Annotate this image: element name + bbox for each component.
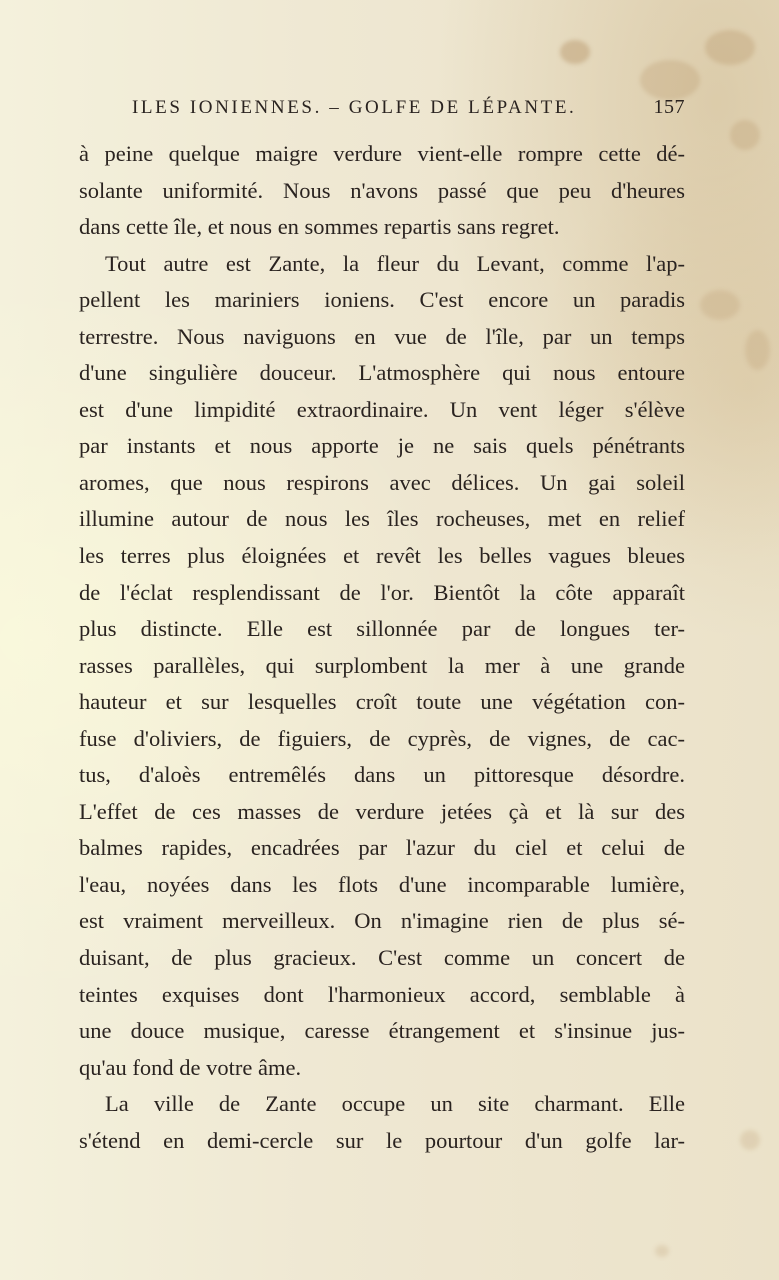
- text-line: qu'au fond de votre âme.: [79, 1054, 302, 1080]
- text-line: hauteur et sur lesquelles croît toute une végétation con-: [79, 689, 685, 715]
- text-line: l'eau, noyées dans les flots d'une incomparable lumière,: [79, 871, 685, 897]
- text-line: est vraiment merveilleux. On n'imagine rien de plus sé-: [79, 908, 685, 934]
- text-line: à peine quelque maigre verdure vient-elle rompre cette dé-: [79, 141, 685, 166]
- text-line: terrestre. Nous naviguons en vue de l'île, par un temps: [79, 323, 685, 349]
- text-line: aromes, que nous respirons avec délices. Un gai soleil: [79, 469, 685, 495]
- text-line: une douce musique, caresse étrangement et s'insinue jus-: [79, 1018, 685, 1044]
- text-line: pellent les mariniers ioniens. C'est encore un paradis: [79, 287, 685, 313]
- text-line: balmes rapides, encadrées par l'azur du ciel et celui de: [79, 835, 685, 861]
- text-line: tus, d'aloès entremêlés dans un pittoresque désordre.: [79, 762, 685, 788]
- foxing-stain: [655, 1245, 669, 1257]
- text-line: d'une singulière douceur. L'atmosphère qui nous entoure: [79, 360, 685, 386]
- text-line: teintes exquises dont l'harmonieux accord, semblable à: [79, 981, 685, 1007]
- foxing-stain: [705, 30, 755, 65]
- foxing-stain: [745, 330, 770, 370]
- text-line: L'effet de ces masses de verdure jetées çà et là sur des: [79, 798, 685, 824]
- text-line: illumine autour de nous les îles rocheuses, met en relief: [79, 506, 685, 532]
- text-line: les terres plus éloignées et revêt les belles vagues bleues: [79, 543, 685, 569]
- foxing-stain: [560, 40, 590, 64]
- text-line: fuse d'oliviers, de figuiers, de cyprès, de vignes, de cac-: [79, 725, 685, 751]
- text-line: rasses parallèles, qui surplombent la mer à une grande: [79, 652, 685, 678]
- text-line: de l'éclat resplendissant de l'or. Bientôt la côte apparaît: [79, 579, 685, 605]
- page-number: 157: [653, 96, 685, 118]
- text-line: Tout autre est Zante, la fleur du Levant, comme l'ap-: [105, 250, 685, 276]
- text-line: duisant, de plus gracieux. C'est comme un concert de: [79, 945, 685, 971]
- running-head-title: ILES IONIENNES. – GOLFE DE LÉPANTE.: [132, 97, 577, 118]
- text-line: La ville de Zante occupe un site charmant. Elle: [105, 1091, 685, 1117]
- text-line: dans cette île, et nous en sommes repartis sans regret.: [79, 214, 560, 240]
- text-line: plus distincte. Elle est sillonnée par de longues ter-: [79, 616, 685, 642]
- body-text: [79, 136, 685, 1159]
- foxing-stain: [700, 290, 740, 320]
- text-line: par instants et nous apporte je ne sais quels pénétrants: [79, 433, 685, 459]
- text-line: s'étend en demi-cercle sur le pourtour d'un golfe lar-: [79, 1127, 685, 1153]
- text-line: solante uniformité. Nous n'avons passé que peu d'heures: [79, 177, 685, 203]
- foxing-stain: [640, 60, 700, 100]
- text-line: est d'une limpidité extraordinaire. Un vent léger s'élève: [79, 396, 685, 422]
- foxing-stain: [730, 120, 760, 150]
- foxing-stain: [740, 1130, 760, 1150]
- running-head: [132, 96, 685, 126]
